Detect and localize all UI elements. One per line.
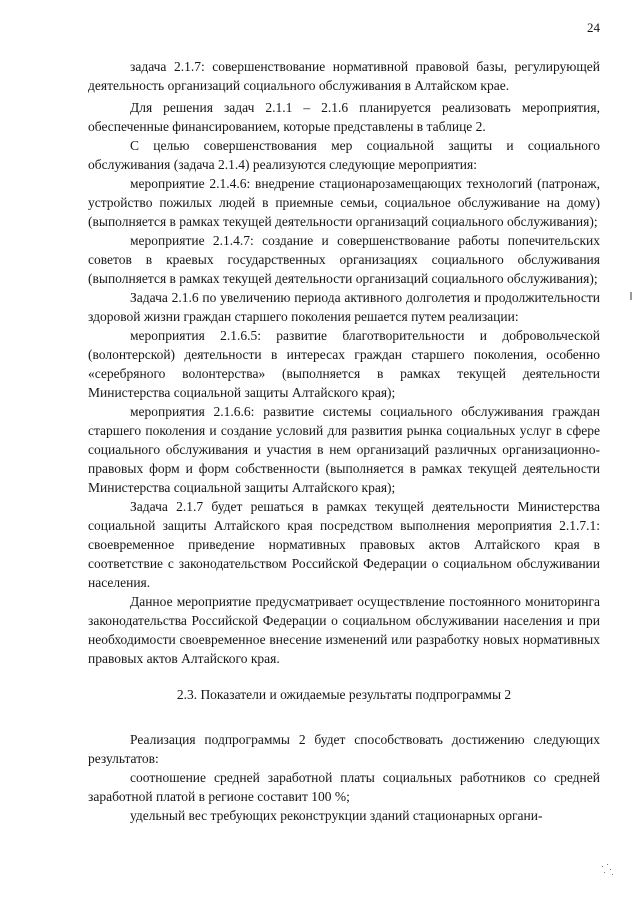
list-item: мероприятие 2.1.4.6: внедрение стационарозамещающих технологий (патронаж, устройство пожилых людей в приемные семьи, социальное обслуживание на дому) (выполняется в рамках текущей деятельности организаций социального обслуживания); <box>88 176 600 229</box>
list-item: мероприятия 2.1.6.6: развитие системы социального обслуживания граждан старшего поколения и создание условий для развития рынка социальных услуг в сфере социального обслуживания и участия в нем организаций различных организационно-правовых форм и форм собственности (выполняется в рамках текущей деятельности Министерства социальной защиты Алтайского края); <box>88 404 600 495</box>
body-paragraph: С целью совершенствования мер социальной защиты и социального обслуживания (задача 2.1.4) реализуются следующие мероприятия: <box>88 138 600 172</box>
scan-noise <box>600 863 614 877</box>
scan-edge-mark <box>630 292 632 300</box>
body-paragraph: Задача 2.1.6 по увеличению периода активного долголетия и продолжительности здоровой жизни граждан старшего поколения решается путем реализации: <box>88 290 600 324</box>
page-number: 24 <box>587 20 600 35</box>
list-item: удельный вес требующих реконструкции зданий стационарных органи- <box>130 808 543 823</box>
section-heading: 2.3. Показатели и ожидаемые результаты подпрограммы 2 <box>176 687 512 702</box>
body-paragraph: Реализация подпрограммы 2 будет способствовать достижению следующих результатов: <box>88 732 600 766</box>
list-item: соотношение средней заработной платы социальных работников со средней заработной платой в регионе составит 100 %; <box>88 770 600 804</box>
body-paragraph: Данное мероприятие предусматривает осуществление постоянного мониторинга законодательства Российской Федерации о социальном обслуживании населения и при необходимости своевременное внесение изменений или разработку новых нормативных правовых актов Алтайского края. <box>88 594 600 666</box>
body-paragraph: Задача 2.1.7 будет решаться в рамках текущей деятельности Министерства социальной защиты Алтайского края посредством выполнения мероприятия 2.1.7.1: своевременное приведение нормативных правовых актов Алтайского края в соответствие с законодательством Российской Федерации о социальном обслуживании населения. <box>88 499 600 590</box>
list-item: мероприятия 2.1.6.5: развитие благотворительности и добровольческой (волонтерской) деятельности в интересах граждан старшего поколения, особенно «серебряного волонтерства» (выполняется в рамках текущей деятельности Министерства социальной защиты Алтайского края); <box>88 328 600 400</box>
body-paragraph: задача 2.1.7: совершенствование нормативной правовой базы, регулирующей деятельность организаций социального обслуживания в Алтайском крае. <box>88 59 600 93</box>
list-item: мероприятие 2.1.4.7: создание и совершенствование работы попечительских советов в краевых государственных организациях социального обслуживания (выполняется в рамках текущей деятельности организаций социального обслуживания); <box>88 233 600 286</box>
page-body <box>88 57 600 825</box>
body-paragraph: Для решения задач 2.1.1 – 2.1.6 планируется реализовать мероприятия, обеспеченные финансированием, которые представлены в таблице 2. <box>88 100 600 134</box>
